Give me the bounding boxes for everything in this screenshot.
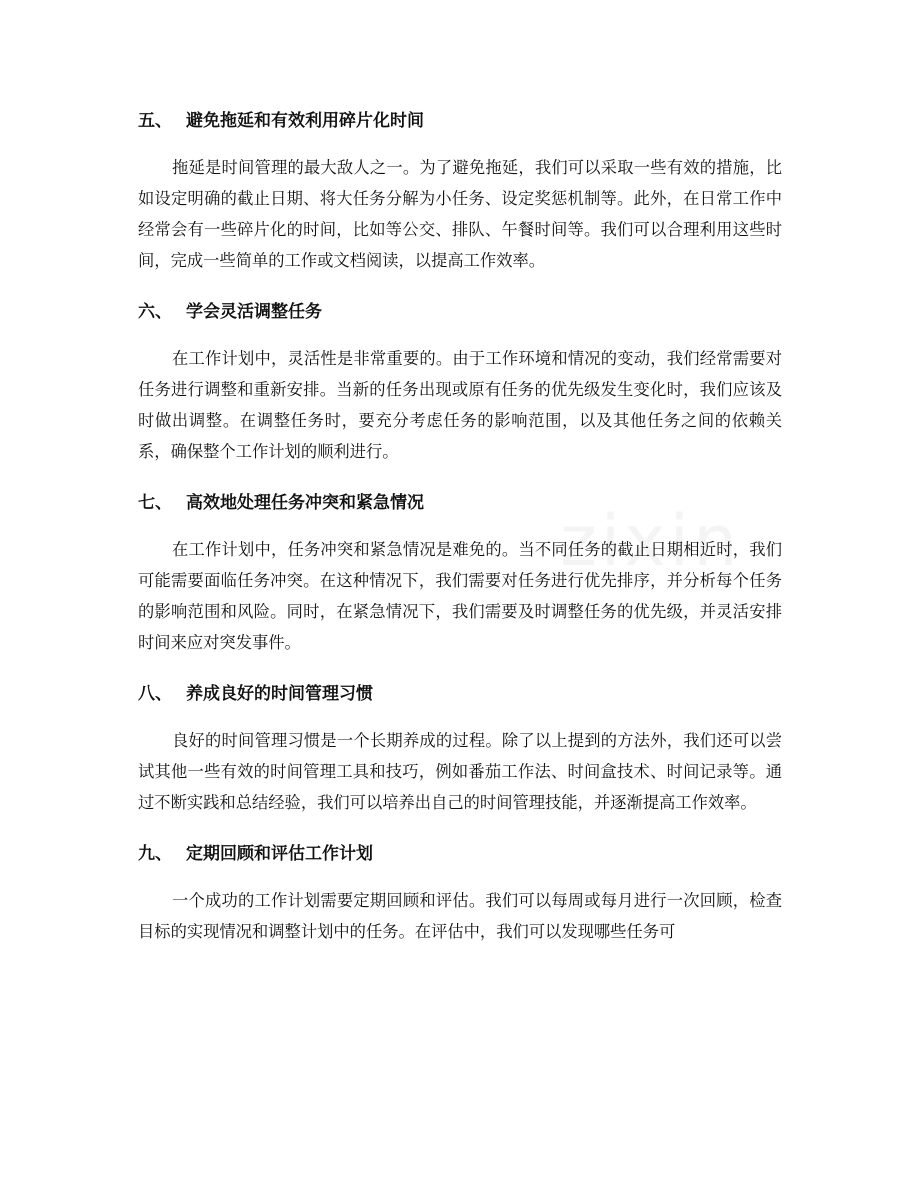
section-8	[138, 677, 782, 818]
section-title: 定期回顾和评估工作计划	[186, 844, 373, 864]
section-9	[138, 837, 782, 947]
section-number: 五、	[138, 111, 172, 131]
section-heading	[138, 837, 782, 871]
section-title: 高效地处理任务冲突和紧急情况	[186, 493, 424, 513]
section-heading	[138, 677, 782, 711]
section-title: 养成良好的时间管理习惯	[186, 684, 373, 704]
section-title: 学会灵活调整任务	[186, 302, 322, 322]
section-number: 八、	[138, 684, 172, 704]
section-paragraph: 在工作计划中，任务冲突和紧急情况是难免的。当不同任务的截止日期相近时，我们可能需要面临任务冲突。在这种情况下，我们需要对任务进行优先排序，并分析每个任务的影响范围和风险。同时，在紧急情况下，我们需要及时调整任务的优先级，并灵活安排时间来应对突发事件。	[138, 540, 782, 652]
section-paragraph: 在工作计划中，灵活性是非常重要的。由于工作环境和情况的变动，我们经常需要对任务进行调整和重新安排。当新的任务出现或原有任务的优先级发生变化时，我们应该及时做出调整。在调整任务时，要充分考虑任务的影响范围，以及其他任务之间的依赖关系，确保整个工作计划的顺利进行。	[138, 349, 782, 461]
section-number: 六、	[138, 302, 172, 322]
section-number: 九、	[138, 844, 172, 864]
section-heading	[138, 104, 782, 138]
section-5	[138, 104, 782, 276]
section-paragraph: 拖延是时间管理的最大敌人之一。为了避免拖延，我们可以采取一些有效的措施，比如设定明确的截止日期、将大任务分解为小任务、设定奖惩机制等。此外，在日常工作中经常会有一些碎片化的时间，比如等公交、排队、午餐时间等。我们可以合理利用这些时间，完成一些简单的工作或文档阅读，以提高工作效率。	[138, 158, 782, 270]
section-7	[138, 486, 782, 658]
section-number: 七、	[138, 493, 172, 513]
section-title: 避免拖延和有效利用碎片化时间	[186, 111, 424, 131]
section-paragraph: 一个成功的工作计划需要定期回顾和评估。我们可以每周或每月进行一次回顾，检查目标的实现情况和调整计划中的任务。在评估中，我们可以发现哪些任务可	[138, 891, 782, 941]
document-content	[138, 104, 782, 966]
section-paragraph: 良好的时间管理习惯是一个长期养成的过程。除了以上提到的方法外，我们还可以尝试其他一些有效的时间管理工具和技巧，例如番茄工作法、时间盒技术、时间记录等。通过不断实践和总结经验，我们可以培养出自己的时间管理技能，并逐渐提高工作效率。	[138, 731, 782, 812]
section-6	[138, 295, 782, 467]
section-heading	[138, 295, 782, 329]
section-heading	[138, 486, 782, 520]
